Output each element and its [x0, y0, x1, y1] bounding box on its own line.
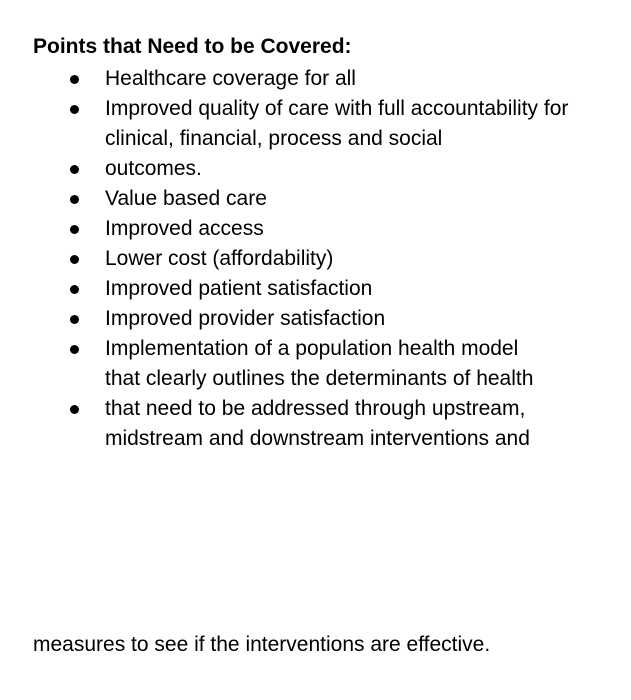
section-heading: Points that Need to be Covered: — [33, 35, 352, 58]
bullet-icon — [70, 195, 79, 204]
list-item — [0, 64, 605, 94]
bullet-icon — [70, 285, 79, 294]
list-item — [0, 214, 605, 244]
list-item-text: Improved provider satisfaction — [105, 307, 386, 330]
closing-text: measures to see if the interventions are effective. — [33, 633, 491, 656]
bullet-icon — [70, 75, 79, 84]
list-item — [0, 334, 545, 394]
list-item-text: that need to be addressed through upstream, midstream and downstream interventions and — [105, 397, 530, 450]
list-item-text: outcomes. — [105, 157, 202, 180]
list-item-text: Healthcare coverage for all — [105, 67, 356, 90]
list-item — [0, 154, 605, 184]
list-item-text: Improved patient satisfaction — [105, 277, 373, 300]
list-item — [0, 94, 600, 154]
bullet-icon — [70, 405, 79, 414]
list-item-text: Improved quality of care with full accountability for clinical, financial, process and social — [105, 97, 569, 150]
list-item — [0, 274, 605, 304]
bullet-icon — [70, 345, 79, 354]
bullet-icon — [70, 105, 79, 114]
list-item-text: Value based care — [105, 187, 267, 210]
bullet-list — [0, 64, 605, 454]
list-item — [0, 244, 605, 274]
bullet-icon — [70, 165, 79, 174]
list-item-text: Lower cost (affordability) — [105, 247, 334, 270]
list-item-text: Implementation of a population health model that clearly outlines the determinants of health — [105, 337, 534, 390]
list-item — [0, 184, 605, 214]
bullet-icon — [70, 225, 79, 234]
bullet-icon — [70, 255, 79, 264]
list-item — [0, 394, 565, 454]
bullet-icon — [70, 315, 79, 324]
list-item-text: Improved access — [105, 217, 264, 240]
list-item — [0, 304, 605, 334]
